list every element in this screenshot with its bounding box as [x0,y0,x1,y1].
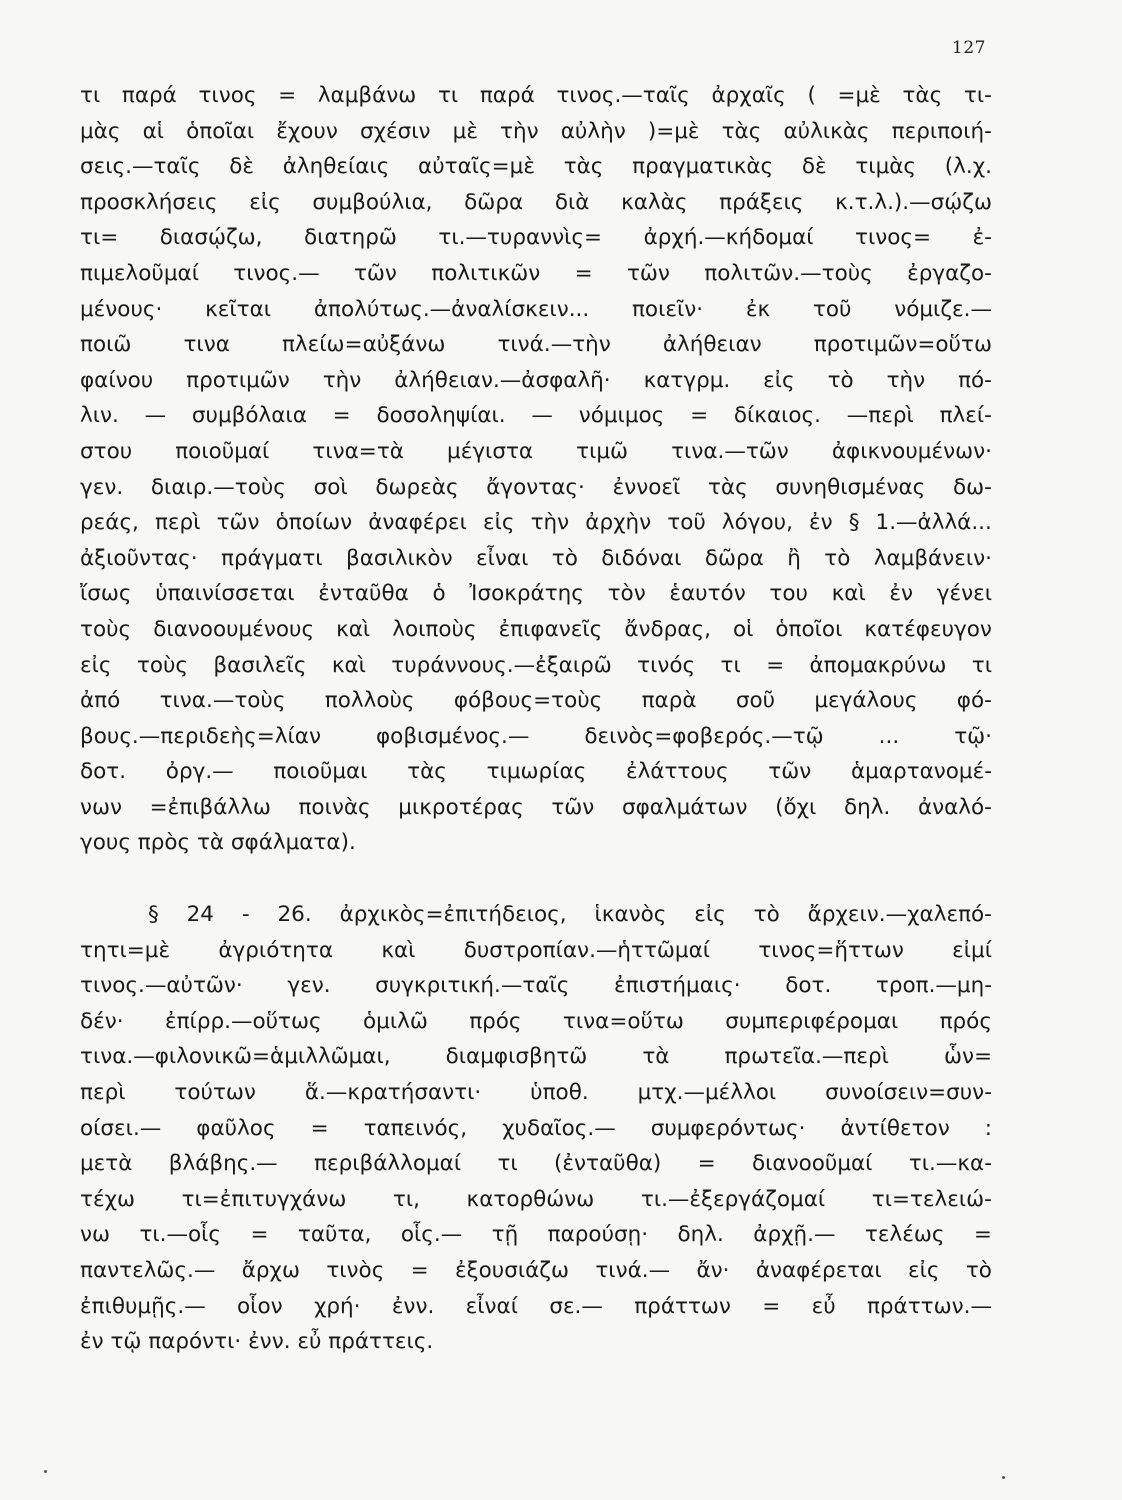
paragraph-1 [80,78,992,861]
text-line: δέν· ἐπίρρ.—οὕτως ὁμιλῶ πρός τινα=οὕτω συμπεριφέρομαι πρός [80,1008,992,1034]
text-line: ρεάς, περὶ τῶν ὁποίων ἀναφέρει εἰς τὴν ἀρχὴν τοῦ λόγου, ἐν § 1.—ἀλλά... [80,510,992,536]
text-line: δοτ. ὀργ.— ποιοῦμαι τὰς τιμωρίας ἐλάττους τῶν ἁμαρτανομέ- [80,759,992,785]
text-line: τινος.—αὐτῶν· γεν. συγκριτική.—ταῖς ἐπιστήμαις· δοτ. τροπ.—μη- [80,973,992,999]
paragraph-gap [80,861,992,897]
text-line: εἰς τοὺς βασιλεῖς καὶ τυράννους.—ἐξαιρῶ τινός τι = ἀπομακρύνω τι [80,652,992,678]
text-line: ἀπό τινα.—τοὺς πολλοὺς φόβους=τοὺς παρὰ σοῦ μεγάλους φό- [80,688,992,714]
text-line: προσκλήσεις εἰς συμβούλια, δῶρα διὰ καλὰς πράξεις κ.τ.λ.).—σῴζω [80,189,992,215]
text-line: τητι=μὲ ἀγριότητα καὶ δυστροπίαν.—ἡττῶμαί τινος=ἥττων εἰμί [80,937,992,963]
print-speck [44,1470,47,1473]
text-line: στου ποιοῦμαί τινα=τὰ μέγιστα τιμῶ τινα.—τῶν ἀφικνουμένων· [80,438,992,464]
text-line: λιν. — συμβόλαια = δοσοληψίαι. — νόμιμος = δίκαιος. —περὶ πλεί- [80,403,992,429]
print-speck [1002,1476,1005,1479]
text-line: τέχω τι=ἐπιτυγχάνω τι, κατορθώνω τι.—ἐξεργάζομαί τι=τελειώ- [80,1186,992,1212]
text-line: γεν. διαιρ.—τοὺς σοὶ δωρεὰς ἄγοντας· ἐννοεῖ τὰς συνηθισμένας δω- [80,474,992,500]
text-line: μένους· κεῖται ἀπολύτως.—ἀναλίσκειν... ποιεῖν· ἐκ τοῦ νόμιζε.— [80,296,992,322]
text-line: τι= διασῴζω, διατηρῶ τι.—τυραννὶς= ἀρχή.—κήδομαί τινος= ἐ- [80,225,992,251]
paragraph-2 [80,897,992,1360]
text-line: σεις.—ταῖς δὲ ἀληθείαις αὐταῖς=μὲ τὰς πραγματικὰς δὲ τιμὰς (λ.χ. [80,154,992,180]
text-line: ἀξιοῦντας· πράγματι βασιλικὸν εἶναι τὸ διδόναι δῶρα ἢ τὸ λαμβάνειν· [80,545,992,571]
text-line: ποιῶ τινα πλείω=αὐξάνω τινά.—τὴν ἀλήθειαν προτιμῶν=οὕτω [80,332,992,358]
text-line: φαίνου προτιμῶν τὴν ἀλήθειαν.—ἀσφαλῆ· κατγρμ. εἰς τὸ τὴν πό- [80,367,992,393]
text-line: βους.—περιδεὴς=λίαν φοβισμένος.— δεινὸς=φοβερός.—τῷ ... τῷ· [80,723,992,749]
text-line: περὶ τούτων ἅ.—κρατήσαντι· ὑποθ. μτχ.—μέλλοι συνοίσειν=συν- [80,1080,992,1106]
text-line: τοὺς διανοουμένους καὶ λοιποὺς ἐπιφανεῖς ἄνδρας, οἱ ὁποῖοι κατέφευγον [80,616,992,642]
text-line: ἐπιθυμῇς.— οἷον χρή· ἐνν. εἶναί σε.— πράττων = εὖ πράττων.— [80,1293,992,1319]
text-line: τι παρά τινος = λαμβάνω τι παρά τινος.—ταῖς ἀρχαῖς ( =μὲ τὰς τι- [80,83,992,108]
text-line: ἴσως ὑπαινίσσεται ἐνταῦθα ὁ Ἰσοκράτης τὸν ἑαυτόν του καὶ ἐν γένει [80,581,992,607]
text-line: ἐν τῷ παρόντι· ἐνν. εὖ πράττεις. [80,1329,434,1355]
text-line: γους πρὸς τὰ σφάλματα). [80,830,356,856]
commentary-text [80,78,992,1360]
text-line: πιμελοῦμαί τινος.— τῶν πολιτικῶν = τῶν πολιτῶν.—τοὺς ἐργαζο- [80,260,992,286]
text-line: νω τι.—οἷς = ταῦτα, οἷς.— τῇ παρούσῃ· δηλ. ἀρχῇ.— τελέως = [80,1222,992,1248]
text-line: οίσει.— φαῦλος = ταπεινός, χυδαῖος.— συμφερόντως· ἀντίθετον : [80,1115,992,1141]
text-line: μὰς αἱ ὁποῖαι ἔχουν σχέσιν μὲ τὴν αὐλὴν )=μὲ τὰς αὐλικὰς περιποιή- [80,118,992,144]
text-line: νων =ἐπιβάλλω ποινὰς μικροτέρας τῶν σφαλμάτων (ὄχι δηλ. ἀναλό- [80,794,992,820]
text-line: § 24 - 26. ἀρχικὸς=ἐπιτήδειος, ἱκανὸς εἰς τὸ ἄρχειν.—χαλεπό- [148,902,992,928]
page-number: 127 [952,38,986,58]
text-line: μετὰ βλάβης.— περιβάλλομαί τι (ἐνταῦθα) = διανοοῦμαί τι.—κα- [80,1151,992,1177]
text-line: παντελῶς.— ἄρχω τινὸς = ἐξουσιάζω τινά.— ἄν· ἀναφέρεται εἰς τὸ [80,1258,992,1283]
text-line: τινα.—φιλονικῶ=ἁμιλλῶμαι, διαμφισβητῶ τὰ πρωτεῖα.—περὶ ὧν= [80,1044,992,1070]
